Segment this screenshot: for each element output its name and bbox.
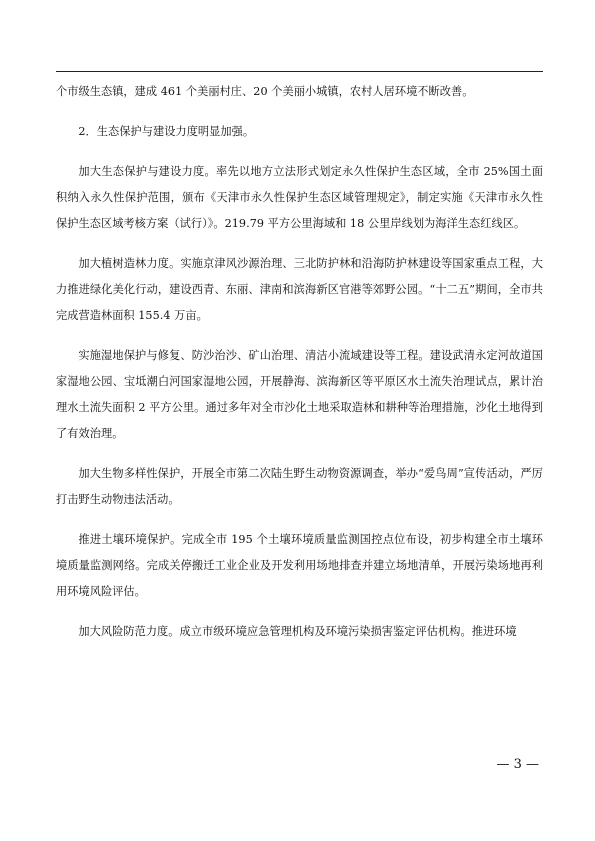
page-number: — 3 — bbox=[496, 757, 539, 772]
header-rule bbox=[56, 71, 543, 72]
paragraph-ecological-protection: 加大生态保护与建设力度。率先以地方立法形式划定永久性保护生态区域，全市 25%国土面积纳入永久性保护范围，颁布《天津市永久性保护生态区域管理规定》，制定实施《天津市永久性保护生态区域考核方案（试行）》。219.79 平方公里海域和 18 公里岸线划为海洋生态红线区。 bbox=[56, 165, 543, 230]
paragraph-biodiversity: 加大生物多样性保护，开展全市第二次陆生野生动物资源调查，举办“爱鸟周”宣传活动，严厉打击野生动物违法活动。 bbox=[56, 467, 543, 506]
section-heading: 2．生态保护与建设力度明显加强。 bbox=[78, 125, 255, 138]
paragraph-risk-prevention: 加大风险防范力度。成立市级环境应急管理机构及环境污染损害鉴定评估机构。推进环境 bbox=[78, 625, 517, 638]
paragraph-afforestation: 加大植树造林力度。实施京津风沙源治理、三北防护林和沿海防护林建设等国家重点工程，大力推进绿化美化行动，建设西青、东丽、津南和滨海新区官港等郊野公园。“十二五”期间，全市共完成营造林面积 155.4 万亩。 bbox=[56, 257, 543, 322]
document-body bbox=[56, 79, 543, 659]
paragraph-continuation: 个市级生态镇，建成 461 个美丽村庄、20 个美丽小城镇，农村人居环境不断改善。 bbox=[56, 85, 474, 98]
paragraph-soil-protection: 推进土壤环境保护。完成全市 195 个土壤环境质量监测国控点位布设，初步构建全市土壤环境质量监测网络。完成关停搬迁工业企业及开发利用场地排查并建立场地清单，开展污染场地再利用环境风险评估。 bbox=[56, 533, 543, 598]
paragraph-wetland-protection: 实施湿地保护与修复、防沙治沙、矿山治理、清洁小流域建设等工程。建设武清永定河故道国家湿地公园、宝坻潮白河国家湿地公园，开展静海、滨海新区等平原区水土流失治理试点，累计治理水土流失面积 2 平方公里。通过多年对全市沙化土地采取造林和耕种等治理措施，沙化土地得到了有效治理。 bbox=[56, 349, 543, 440]
